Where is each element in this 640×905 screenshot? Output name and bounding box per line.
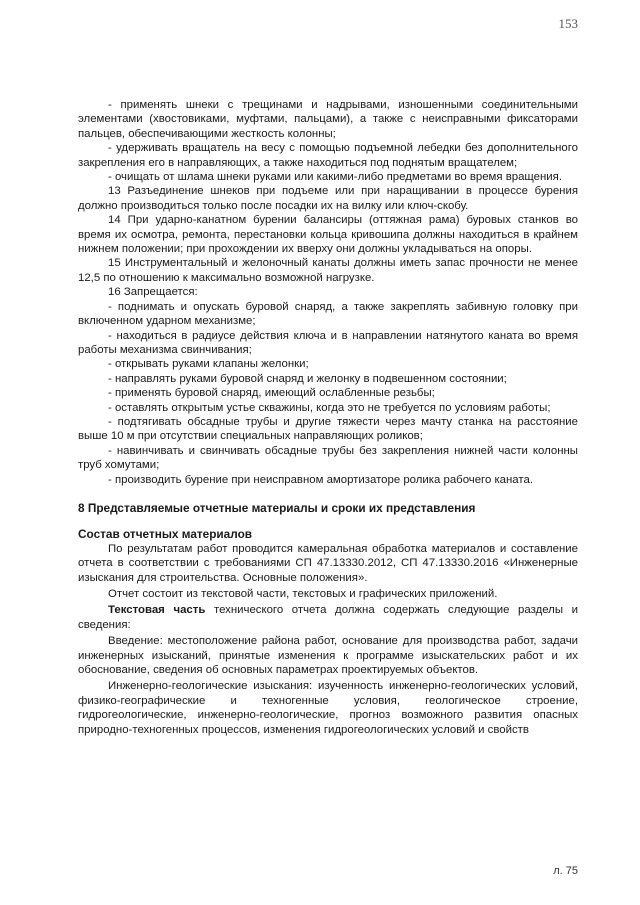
paragraph: 15 Инструментальный и желоночный канаты должны иметь запас прочности не менее 12,5 по отношению к максимально возможной нагрузке. [78, 257, 578, 284]
section-heading: 8 Представляемые отчетные материалы и сроки их представления [78, 500, 476, 515]
list-item: - оставлять открытым устье скважины, когда это не требуется по условиям работы; [108, 401, 551, 414]
paragraph-text: технического отчета должна содержать следующие разделы и сведения: [78, 604, 579, 631]
paragraph: По результатам работ проводится камеральная обработка материалов и составление отчета в соответствии с требованиями СП 47.13330.2012, СП 47.13330.2016 «Инженерные изыскания для строительства. Основные положения». [78, 542, 578, 584]
bold-term: Текстовая часть [108, 604, 206, 617]
list-item: - применять буровой снаряд, имеющий ослабленные резьбы; [108, 387, 435, 400]
page-number: 153 [558, 16, 578, 31]
paragraph: - удерживать вращатель на весу с помощью подъемной лебедки без дополнительного закрепления его в направляющих, а также находиться под поднятым вращателем; [78, 142, 578, 169]
paragraph: 13 Разъединение шнеков при подъеме или при наращивании в процессе бурения должно производиться только после посадки их на вилку или ключ-скобу. [78, 185, 578, 212]
paragraph: 14 При ударно-канатном бурении балансиры (оттяжная рама) буровых станков во время их осмотра, ремонта, перестановки кольца кривошипа должны находиться в крайнем нижнем положении; при прохождении их вверху они должны укладываться на опоры. [78, 214, 578, 256]
sheet-number: л. 75 [553, 865, 578, 877]
paragraph: - очищать от шлама шнеки руками или какими-либо предметами во время вращения. [108, 171, 563, 184]
paragraph: Отчет состоит из текстовой части, текстовых и графических приложений. [108, 588, 498, 600]
list-item: - открывать руками клапаны желонки; [108, 358, 309, 371]
document-body [78, 98, 578, 737]
list-item: - находиться в радиусе действия ключа и в направлении натянутого каната во время работы механизма свинчивания; [78, 329, 578, 356]
list-item: - подтягивать обсадные трубы и другие тяжести через мачту станка на расстояние выше 10 м при отсутствии специальных направляющих роликов; [78, 415, 578, 443]
list-item: - производить бурение при неисправном амортизаторе ролика рабочего каната. [108, 473, 533, 486]
list-item: - навинчивать и свинчивать обсадные трубы без закрепления нижней части колонны труб хомутами; [78, 444, 578, 472]
list-item: - поднимать и опускать буровой снаряд, а также закреплять забивную головку при включенном ударном механизме; [78, 300, 578, 328]
paragraph [78, 603, 578, 632]
subheading: Состав отчетных материалов [78, 527, 253, 542]
paragraph: Инженерно-геологические изыскания: изученность инженерно-геологических условий, физико-географические и техногенные условия, геологическое строение, гидрогеологические, инженерно-геологические, прогноз возможного развития опасных природно-техногенных процессов, изменения гидрогеологических условий и свойств [78, 680, 578, 736]
list-item: - направлять руками буровой снаряд и желонку в подвешенном состоянии; [108, 372, 507, 385]
paragraph: Введение: местоположение района работ, основание для производства работ, задачи инженерных изысканий, принятые изменения к программе изыскательских работ и их обоснование, сведения об основных параметрах проектируемых объектов. [78, 635, 578, 677]
paragraph: - применять шнеки с трещинами и надрывами, изношенными соединительными элементами (хвостовиками, муфтами, пальцами), а также с неисправными фиксаторами пальцев, обеспечивающими жесткость колонны; [78, 99, 578, 140]
paragraph: 16 Запрещается: [108, 286, 198, 299]
